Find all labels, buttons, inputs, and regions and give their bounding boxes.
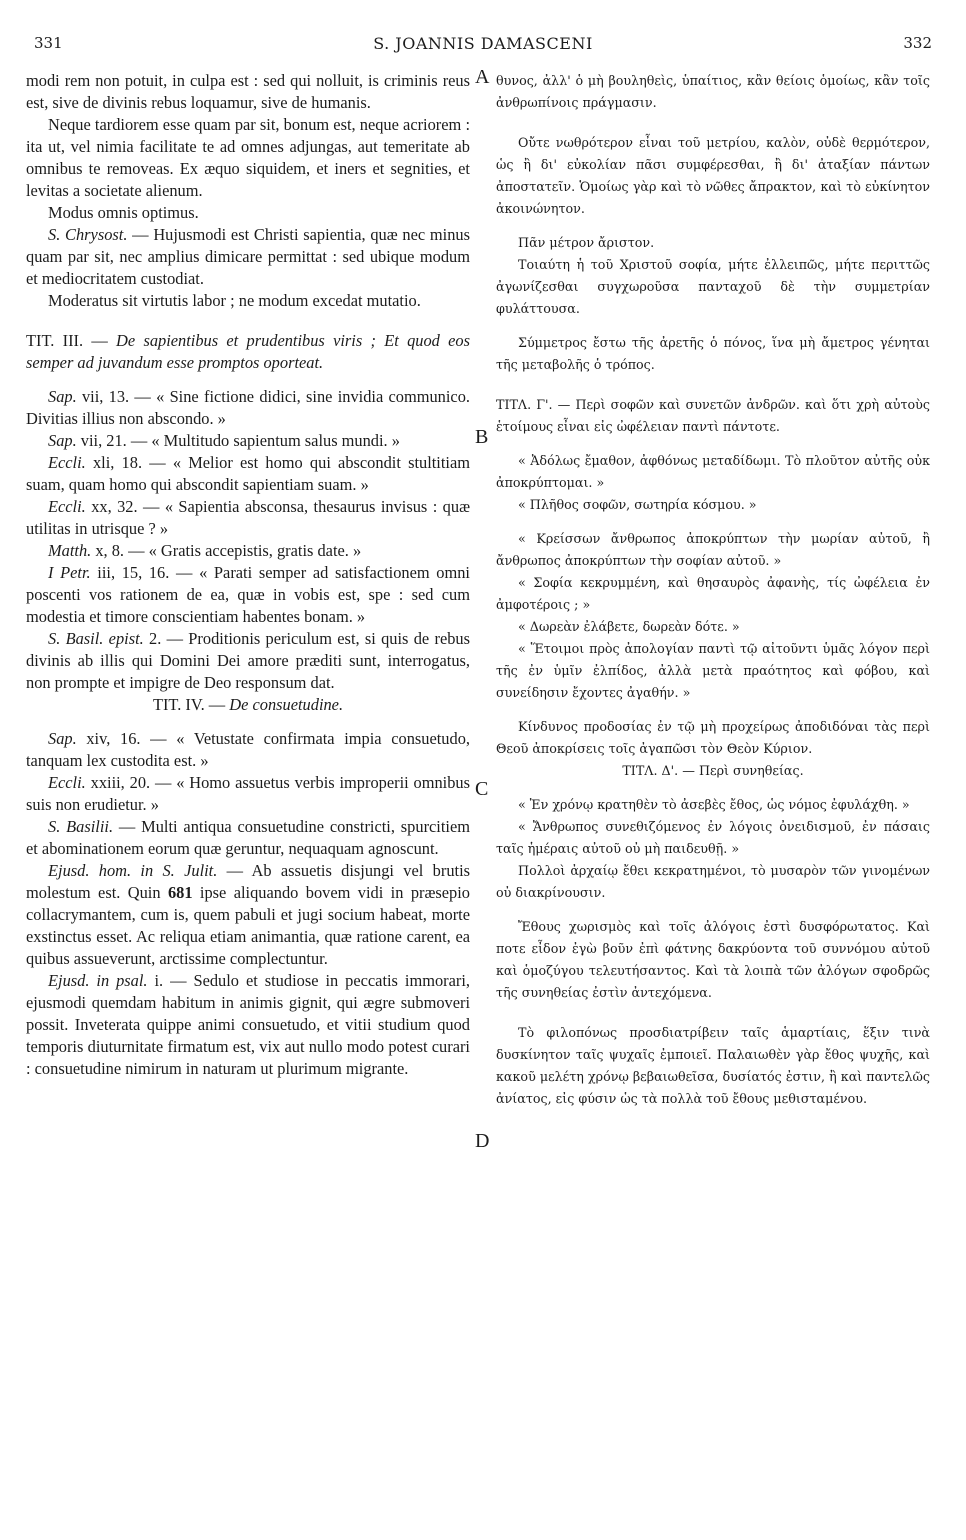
greek-quote: « Κρείσσων ἄνθρωπος ἀποκρύπτων τὴν μωρίαν αὐτοῦ, ἢ ἄνθρωπος ἀποκρύπτων τὴν σοφίαν αὐτοῦ. » (496, 531, 930, 568)
latin-quote (26, 728, 470, 772)
running-title: S. JOANNIS DAMASCENI (373, 34, 593, 53)
citation-text: xli, 18. — « Melior est homo qui abscondit stultitiam suam, quam homo qui abscondit sapientiam suam. » (26, 453, 470, 494)
section-label: TIT. IV. — (152, 695, 226, 714)
section-heading-tit-4 (26, 694, 470, 716)
greek-quote: « Σοφία κεκρυμμένη, καὶ θησαυρὸς ἀφανὴς, τίς ὠφέλεια ἐν ἀμφοτέροις ; » (496, 575, 930, 612)
citation-text: vii, 13. — « Sine fictione didici, sine invidia communico. Divitias illius non abscondo. » (26, 387, 470, 428)
latin-quote (26, 540, 470, 562)
section-heading-tit-3 (26, 330, 470, 374)
page-number-left: 331 (34, 34, 63, 52)
greek-column (496, 70, 930, 1110)
citation-text: iii, 15, 16. — « Parati semper ad satisfactionem omni poscenti vos rationem de ea, quæ in vobis est, spe : sed cum modestia et timore conscientiam habentes bonam. » (26, 563, 470, 626)
citation-text: 2. — Proditionis periculum est, si quis de rebus divinis ab illis qui Domini Dei amore præditi sunt, interrogatus, non prompte et impigre de Deo responsum dat. (26, 629, 470, 692)
running-header (0, 34, 966, 58)
latin-quote (26, 562, 470, 628)
section-label: TIT. III. — (26, 331, 108, 350)
citation-text: xiv, 16. — « Vetustate confirmata impia consuetudo, tanquam lex custodita est. » (26, 729, 470, 770)
citation-ref: Ejusd. hom. in S. Julit. (48, 861, 218, 880)
citation-text: vii, 21. — « Multitudo sapientum salus mundi. » (76, 431, 400, 450)
greek-quote: « Ἀδόλως ἔμαθον, ἀφθόνως μεταδίδωμι. Τὸ πλοῦτον αὐτῆς οὐκ ἀποκρύπτομαι. » (496, 453, 930, 490)
citation-text: — Multi antiqua consuetudine constricti, spurcitiem et abominationem eorum quæ geruntur, nequaquam agnoscunt. (26, 817, 470, 858)
citation-text: — Ab assuetis disjungi vel brutis molestum est. Quin (26, 861, 470, 902)
latin-quote (26, 816, 470, 860)
citation-text: ipse aliquando bovem vidi in præsepio collacrymantem, cum is, quem pabuli et jugi socium habeat, morte exstinctus esset. Ac reliqua etiam animantia, quæ ratione carent, ea quibus assueverunt, arctissime complectuntur. (26, 883, 470, 968)
citation-text: xxiii, 20. — « Homo assuetus verbis improperii omnibus suis non erudietur. » (26, 773, 470, 814)
greek-quote: Τὸ φιλοπόνως προσδιατρίβειν ταῖς ἁμαρτίαις, ἕξιν τινὰ δυσκίνητον ταῖς ψυχαῖς ἐμποιεῖ. Παλαιωθὲν γὰρ ἔθος ψυχῆς, καὶ κακοῦ μελέτη χρόνῳ βεβαιωθεῖσα, δυσίατός ἐστιν, ἢ καὶ παντελῶς ἀνίατος, εἰς φύσιν ὡς τὰ πολλὰ τοῦ ἔθους μεθισταμένου. (496, 1025, 930, 1106)
margin-marker-d: D (475, 1130, 490, 1152)
latin-quote (26, 452, 470, 496)
page-number-right: 332 (903, 34, 932, 52)
greek-quote: « Δωρεὰν ἐλάβετε, δωρεὰν δότε. » (518, 619, 740, 634)
column-number: 681 (167, 883, 193, 902)
greek-section-heading-4: ΤΙΤΛ. Δ'. — Περὶ συνηθείας. (622, 763, 804, 778)
latin-quote (26, 772, 470, 816)
latin-quote (26, 496, 470, 540)
citation-ref: Matth. (48, 541, 92, 560)
greek-paragraph: Τοιαύτη ἡ τοῦ Χριστοῦ σοφία, μήτε ἐλλειπῶς, μήτε περιττῶς ἀγωνίζεσθαι συγχωροῦσα πανταχοῦ δὲ τὴν συμμετρίαν φυλάττουσα. (496, 257, 930, 316)
greek-section-heading-3: ΤΙΤΛ. Γ'. — Περὶ σοφῶν καὶ συνετῶν ἀνδρῶν. καὶ ὅτι χρὴ αὐτοὺς ἑτοίμους εἶναι εἰς ὠφέλειαν παντὶ πάντοτε. (496, 397, 930, 434)
latin-quote (26, 628, 470, 694)
greek-quote: Πολλοὶ ἀρχαίῳ ἔθει κεκρατημένοι, τὸ μυσαρὸν τῶν γινομένων οὐ διακρίνουσιν. (496, 863, 930, 900)
greek-quote: « Ἕτοιμοι πρὸς ἀπολογίαν παντὶ τῷ αἰτοῦντι ὑμᾶς λόγον περὶ τῆς ἐν ὑμῖν ἐλπίδος, ἀλλὰ μετὰ πραότητος καὶ φόβου, καὶ συνείδησιν ἔχοντες ἀγαθήν. » (496, 641, 930, 700)
margin-marker-a: A (475, 66, 490, 88)
citation-ref: S. Basilii. (48, 817, 114, 836)
greek-quote: Ἔθους χωρισμὸς καὶ τοῖς ἀλόγοις ἐστὶ δυσφόρωτατος. Καὶ ποτε εἶδον ἐγὼ βοῦν ἐπὶ φάτνης δακρύοντα τοῦ συννόμου αὐτοῦ καὶ ὁμοζύγου τελευτήσαντος. Καὶ τὰ λοιπὰ τῶν ἀλόγων σφοδρῶς τῆς συνηθείας ἐστὶν ἀντεχόμενα. (496, 919, 930, 1000)
latin-paragraph: modi rem non potuit, in culpa est : sed qui nolluit, is criminis reus est, sive de divinis rebus loquamur, sive de humanis. (26, 71, 470, 112)
latin-paragraph: Neque tardiorem esse quam par sit, bonum est, neque acriorem : ita ut, vel nimia facilitate te ad omnes adjungas, aut temeritate ab omnibus te removeas. Ex æquo siquidem, et iners et segnities, et levitas a societate alienum. (26, 115, 470, 200)
citation-ref: S. Chrysost. (48, 225, 128, 244)
greek-paragraph: Πᾶν μέτρον ἄριστον. (518, 235, 655, 250)
margin-marker-b: B (475, 426, 489, 448)
citation-ref: Eccli. (48, 773, 86, 792)
latin-quote (26, 970, 470, 1080)
latin-paragraph: Modus omnis optimus. (48, 203, 199, 222)
citation-ref: Sap. (48, 431, 77, 450)
greek-quote: « Ἐν χρόνῳ κρατηθὲν τὸ ἀσεβὲς ἔθος, ὡς νόμος ἐφυλάχθη. » (518, 797, 910, 812)
section-title: De sapientibus et prudentibus viris ; Et quod eos semper ad juvandum esse promptos oporteat. (26, 331, 470, 372)
citation-text: xx, 32. — « Sapientia absconsa, thesaurus invisus : quæ utilitas in utrisque ? » (26, 497, 470, 538)
citation-ref: Eccli. (48, 497, 86, 516)
latin-quote (26, 386, 470, 430)
latin-quote (26, 860, 470, 970)
citation-ref: Eccli. (48, 453, 86, 472)
citation-ref: S. Basil. epist. (48, 629, 144, 648)
greek-paragraph: θυνος, ἀλλ' ὁ μὴ βουληθεὶς, ὑπαίτιος, κἂν θείοις ὁμοίως, κἂν τοῖς ἀνθρωπίνοις πράγμασιν. (496, 73, 930, 110)
citation-ref: Sap. (48, 387, 77, 406)
latin-paragraph: Moderatus sit virtutis labor ; ne modum excedat mutatio. (48, 291, 421, 310)
latin-paragraph (26, 224, 470, 290)
margin-marker-c: C (475, 778, 489, 800)
section-title: De consuetudine. (225, 695, 344, 714)
citation-ref: Ejusd. in psal. (48, 971, 148, 990)
greek-quote: « Πλῆθος σοφῶν, σωτηρία κόσμου. » (518, 497, 757, 512)
citation-ref: Sap. (48, 729, 77, 748)
citation-text: i. — Sedulo et studiose in peccatis immorari, ejusmodi quemdam habitum in animis gignit, qui ægre submoveri possit. Inveterata quippe animi consuetudo, et vitii studium quod temporis diuturnitate firmatum est, vix aut nullo modo potest curari : consuetudine nimirum in naturam ut plurimum migrante. (26, 971, 470, 1078)
greek-quote: Κίνδυνος προδοσίας ἐν τῷ μὴ προχείρως ἀποδιδόναι τὰς περὶ Θεοῦ ἀποκρίσεις τοῖς ἀγαπῶσι τὸν Θεὸν Κύριον. (496, 719, 930, 756)
greek-paragraph: Σύμμετρος ἔστω τῆς ἀρετῆς ὁ πόνος, ἵνα μὴ ἄμετρος γένηται τῆς μεταβολῆς ὁ τρόπος. (496, 335, 930, 372)
latin-column (26, 70, 470, 1080)
citation-text: — Hujusmodi est Christi sapientia, quæ nec minus quam par sit, nec amplius dimicare permittat : sed ubique modum et mediocritatem custodiat. (26, 225, 470, 288)
greek-quote: « Ἄνθρωπος συνεθιζόμενος ἐν λόγοις ὀνειδισμοῦ, ἐν πάσαις ταῖς ἡμέραις αὐτοῦ οὐ μὴ παιδευθῇ. » (496, 819, 930, 856)
latin-quote (26, 430, 470, 452)
greek-paragraph: Οὔτε νωθρότερον εἶναι τοῦ μετρίου, καλὸν, οὐδὲ θερμότερον, ὡς ἢ δι' εὐκολίαν πᾶσι συμφέρεσθαι, ἢ δι' ἀταξίαν πάντων ἀποστατεῖν. Ὁμοίως γὰρ καὶ τὸ νῶθες ἄπρακτον, καὶ τὸ εὐκίνητον ἀκοινώνητον. (496, 135, 930, 216)
citation-ref: I Petr. (48, 563, 91, 582)
citation-text: x, 8. — « Gratis accepistis, gratis date. » (91, 541, 362, 560)
